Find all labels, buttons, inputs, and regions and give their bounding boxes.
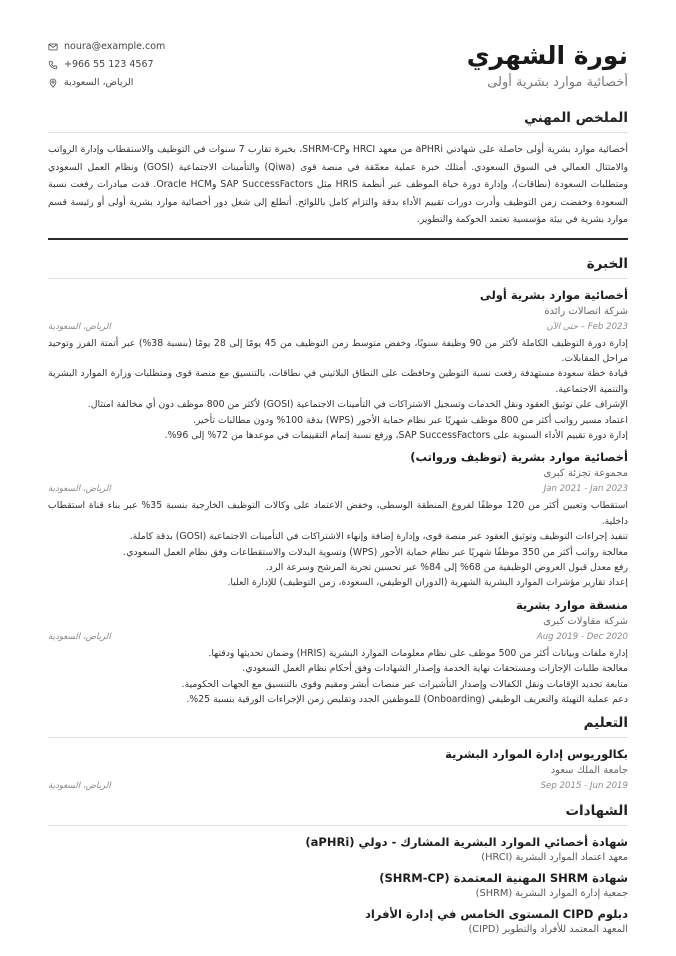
certification-issuer: معهد اعتماد الموارد البشرية (HRCI) (481, 852, 628, 864)
bullet-item: دعم عملية التهيئة والتعريف الوظيفي (Onboarding) للموظفين الجدد وتقليص زمن الإجراءات الورقية بنسبة 25%. (186, 694, 628, 705)
education-location: الرياض، السعودية (48, 781, 111, 792)
contact-location (48, 75, 165, 90)
job-bullets (48, 646, 628, 708)
location-text: الرياض، السعودية (64, 77, 134, 88)
section-divider (48, 737, 628, 738)
contact-email[interactable] (48, 39, 165, 54)
job-location: الرياض، السعودية (48, 631, 111, 642)
bullet-item: قيادة خطة سعودة مستهدفة رفعت نسبة التوطين وحافظت على النطاق البلاتيني في نطاقات، بالتنسيق مع منصة قوى ومتطلبات وزارة الموارد البشرية والتنمية الاجتماعية. (48, 368, 628, 395)
company-name: شركة مقاولات كبرى (543, 615, 628, 627)
job-title: أخصائية موارد بشرية أولى (479, 287, 628, 302)
summary-section (48, 108, 628, 240)
section-divider (48, 825, 628, 826)
job-bullets (48, 336, 628, 444)
certifications-section (48, 801, 628, 937)
bullet-item: تنفيذ إجراءات التوظيف وتوثيق العقود عبر منصة قوى، وإدارة إضافة وإنهاء الاشتراكات في التأمينات الاجتماعية (GOSI) بدقة كاملة. (129, 531, 628, 543)
name-block (467, 38, 628, 92)
certification-entry (48, 834, 628, 865)
education-entry (48, 746, 628, 793)
school-name: جامعة الملك سعود (550, 765, 628, 777)
company-name: مجموعة تجزئة كبرى (543, 468, 628, 480)
bullet-item: استقطاب وتعيين أكثر من 120 موظفًا لفروع المنطقة الوسطى، وخفض الاعتماد على وكالات التوظيف الخارجية بنسبة 35% عبر بناء قناة استقطاب داخلية. (48, 500, 628, 527)
education-section (48, 713, 628, 793)
bullet-item: متابعة تجديد الإقامات ونقل الكفالات وإصدار التأشيرات عبر منصات أبشر ومقيم وقوى بالتنسيق مع الجهات الحكومية. (181, 678, 628, 690)
candidate-headline: أخصائية موارد بشرية أولى (487, 75, 628, 90)
job-location: الرياض، السعودية (48, 321, 111, 332)
bullet-item: إدارة دورة تقييم الأداء السنوية على SAP SuccessFactors، ورفع نسبة إتمام التقييمات في موعدها من 72% إلى 96%. (164, 429, 628, 441)
certification-entry (48, 870, 628, 901)
certification-name: دبلوم CIPD المستوى الخامس في إدارة الأفراد (364, 907, 628, 922)
certification-name: شهادة SHRM المهنية المعتمدة (SHRM-CP) (379, 871, 628, 886)
experience-section (48, 254, 628, 708)
job-title: منسقة موارد بشرية (515, 597, 628, 612)
entry-meta (48, 482, 628, 496)
phone-icon (48, 60, 58, 70)
bullet-item: الإشراف على توثيق العقود ونقل الخدمات وتسجيل الاشتراكات في التأمينات الاجتماعية (GOSI) لأكثر من 800 موظف دون أي مخالفة امتثال. (87, 399, 628, 411)
job-dates: Aug 2019 - Dec 2020 (536, 631, 628, 642)
section-divider (48, 278, 628, 279)
job-dates: Jan 2021 - Jan 2023 (543, 484, 628, 495)
experience-entry (48, 449, 628, 590)
entry-meta (48, 320, 628, 334)
job-bullets (48, 498, 628, 590)
company-name: شركة اتصالات رائدة (544, 305, 628, 317)
certification-issuer: المعهد المعتمد للأفراد والتطوير (CIPD) (468, 924, 628, 936)
certification-name: شهادة أخصائي الموارد البشرية المشارك - دولي (aPHRi) (305, 835, 628, 850)
education-dates: Sep 2015 - Jun 2019 (540, 781, 628, 792)
section-divider (48, 132, 628, 133)
email-text: noura@example.com (64, 41, 166, 52)
summary-text: أخصائية موارد بشرية أولى حاصلة على شهادتي aPHRi من معهد HRCI وSHRM-CP، بخبرة تقارب 7 سنوات في التوظيف والاستقطاب وإدارة الرواتب والامتثال العمالي في السوق السعودي. أمتلك خبرة عملية معمّقة في منصة قوى (Qiwa) والتأمينات الاجتماعية (GOSI) ونظام العمل السعودي ومتطلبات السعودة (نطاقات)، وإدارة دورة حياة الموظف عبر أنظمة HRIS مثل SAP SuccessFactors وOracle HCM. قدت مبادرات رفعت نسبة السعودة وخفضت زمن التوظيف وأدرت دورات تقييم الأداء بدقة والتزام كامل باللوائح. أتطلع إلى شغل دور أخصائية موارد بشرية أولى أو رئيسة قسم موارد بشرية في بيئة مؤسسية تعتمد الحوكمة والتطوير. (48, 144, 628, 225)
bullet-item: إعداد تقارير مؤشرات الموارد البشرية الشهرية (الدوران الوظيفي، السعودة، زمن التوظيف) للإدارة العليا. (227, 577, 628, 589)
job-title: أخصائية موارد بشرية (توظيف ورواتب) (410, 450, 628, 465)
certifications-title: الشهادات (565, 803, 628, 820)
bullet-item: معالجة رواتب أكثر من 350 موظفًا شهريًا عبر نظام حماية الأجور (WPS) وتسوية البدلات والاستقطاعات وفق نظام العمل السعودي. (123, 546, 628, 558)
summary-divider (48, 238, 628, 240)
experience-entry (48, 597, 628, 708)
phone-text: +966 55 123 4567 (64, 59, 154, 70)
contact-phone[interactable] (48, 57, 165, 72)
resume-header (48, 38, 628, 92)
entry-meta (48, 630, 628, 644)
certification-entry (48, 906, 628, 937)
mail-icon (48, 42, 58, 52)
location-pin-icon (48, 78, 58, 88)
summary-title: الملخص المهني (524, 110, 628, 126)
job-location: الرياض، السعودية (48, 484, 111, 495)
certification-issuer: جمعية إدارة الموارد البشرية (SHRM) (475, 888, 628, 900)
entry-meta (48, 779, 628, 793)
bullet-item: إدارة ملفات وبيانات أكثر من 500 موظف على نظام معلومات الموارد البشرية (HRIS) وضمان تحديثها ودقتها. (208, 647, 628, 659)
education-title: التعليم (583, 715, 628, 732)
experience-title: الخبرة (586, 255, 628, 272)
bullet-item: اعتماد مسير رواتب أكثر من 800 موظف شهريًا عبر نظام حماية الأجور (WPS) بدقة 100% ودون مطالبات تأخير. (192, 414, 628, 426)
degree-title: بكالوريوس إدارة الموارد البشرية (445, 747, 628, 762)
experience-entry (48, 287, 628, 444)
candidate-name: نورة الشهري (466, 41, 628, 70)
bullet-item: رفع معدل قبول العروض الوظيفية من 68% إلى 84% عبر تحسين تجربة المرشح وسرعة الرد. (265, 561, 628, 573)
job-dates: Feb 2023 – حتى الآن (546, 321, 628, 332)
bullet-item: إدارة دورة التوظيف الكاملة لأكثر من 90 وظيفة سنويًا، وخفض متوسط زمن التوظيف من 45 يومًا إلى 28 يومًا (بنسبة 38%) عبر أتمتة الفرز وتوحيد مراحل المقابلات. (48, 337, 628, 364)
contact-info (48, 39, 165, 90)
bullet-item: معالجة طلبات الإجازات ومستحقات نهاية الخدمة وإصدار الشهادات وفق أحكام نظام العمل السعودي. (242, 663, 628, 675)
